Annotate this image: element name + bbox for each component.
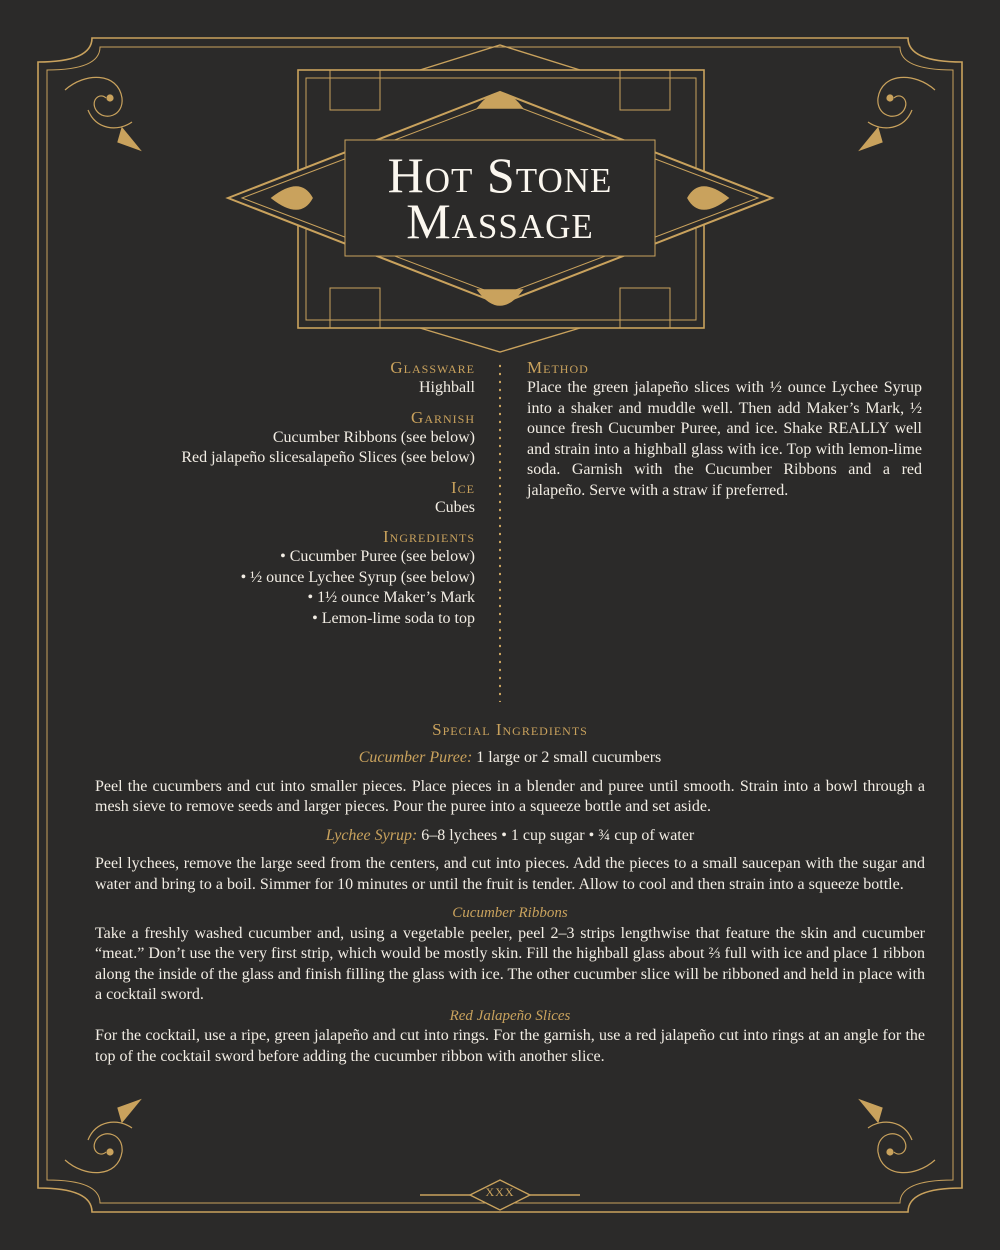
- ingredient-item: • Cucumber Puree (see below): [280, 548, 475, 565]
- glassware-heading: Glassware: [390, 358, 475, 377]
- corner-flourish-top-right-icon: [860, 77, 935, 150]
- corner-flourish-top-left-icon: [65, 77, 140, 150]
- glassware-value: Highball: [419, 379, 475, 396]
- lychee-syrup-amount: 6–8 lychees • 1 cup sugar • ¾ cup of water: [417, 826, 695, 844]
- lychee-syrup-line: [95, 826, 925, 847]
- dotted-divider: [499, 362, 501, 702]
- red-jalapeno-heading: Red Jalapeño Slices: [449, 1007, 571, 1024]
- cucumber-puree-amount: 1 large or 2 small cucumbers: [472, 749, 662, 766]
- method-section: [527, 358, 922, 501]
- ice-heading: Ice: [451, 477, 475, 497]
- ingredient-item: • Lemon-lime soda to top: [312, 609, 475, 627]
- garnish-item: Cucumber Ribbons (see below): [272, 428, 475, 446]
- cucumber-puree-text: Peel the cucumbers and cut into smaller pieces. Place pieces in a blender and puree until smooth. Strain into a bowl through a mesh sieve to remove seeds and larger pieces. Pour the puree into a squeeze bottle and set aside.: [95, 777, 925, 815]
- title-line-2: Massage: [406, 193, 594, 249]
- ingredient-item: • ½ ounce Lychee Syrup (see below): [240, 568, 475, 586]
- red-jalapeno-text: For the cocktail, use a ripe, green jalapeño and cut into rings. For the garnish, use a red jalapeño cut into rings at an angle for the top of the cocktail sword before adding the cucumber ribbon with another slice.: [95, 1027, 925, 1065]
- cucumber-ribbons-heading: Cucumber Ribbons: [452, 905, 568, 921]
- title-line-1: Hot Stone: [387, 147, 613, 203]
- method-heading: Method: [527, 358, 589, 377]
- ice-value: Cubes: [435, 498, 475, 516]
- ingredient-item: • 1½ ounce Maker’s Mark: [307, 589, 475, 606]
- cucumber-puree-name: Cucumber Puree:: [358, 749, 473, 766]
- method-text: Place the green jalapeño slices with ½ ounce Lychee Syrup into a shaker and muddle well. Then add Maker’s Mark, ½ ounce fresh Cucumber Puree, and ice. Shake REALLY well and strain into a highball glass with ice. Top with lemon-lime soda. Garnish with the Cucumber Ribbons and a red jalapeño. Serve with a straw if preferred.: [527, 379, 922, 499]
- lychee-syrup-name: Lychee Syrup:: [325, 826, 418, 844]
- recipe-details: [140, 358, 475, 629]
- garnish-heading: Garnish: [411, 407, 475, 427]
- corner-flourish-bottom-left-icon: [65, 1100, 140, 1173]
- cucumber-puree-line: [95, 748, 925, 769]
- special-ingredients-section: [95, 720, 925, 1067]
- lychee-syrup-text: Peel lychees, remove the large seed from the centers, and cut into pieces. Add the pieces to a small saucepan with the sugar and water and bring to a boil. Simmer for 10 minutes or until the fruit is tender. Allow to cool and then strain into a squeeze bottle.: [95, 855, 925, 893]
- cucumber-ribbons-text: Take a freshly washed cucumber and, using a vegetable peeler, peel 2–3 strips lengthwise that feature the skin and cucumber “meat.” Don’t use the very first strip, which would be mostly skin. Fill the highball glass about ⅔ full with ice and place 1 ribbon along the inside of the glass and finish filling the glass with ice. The other cucumber slice will be ribboned and held in place with a cocktail sword.: [95, 924, 925, 1003]
- garnish-item: Red jalapeño slicesalapeño Slices (see below): [181, 449, 475, 466]
- ingredients-heading: Ingredients: [383, 527, 475, 546]
- page-number: XXX: [485, 1185, 515, 1199]
- special-ingredients-heading: Special Ingredients: [432, 720, 588, 739]
- corner-flourish-bottom-right-icon: [860, 1100, 935, 1173]
